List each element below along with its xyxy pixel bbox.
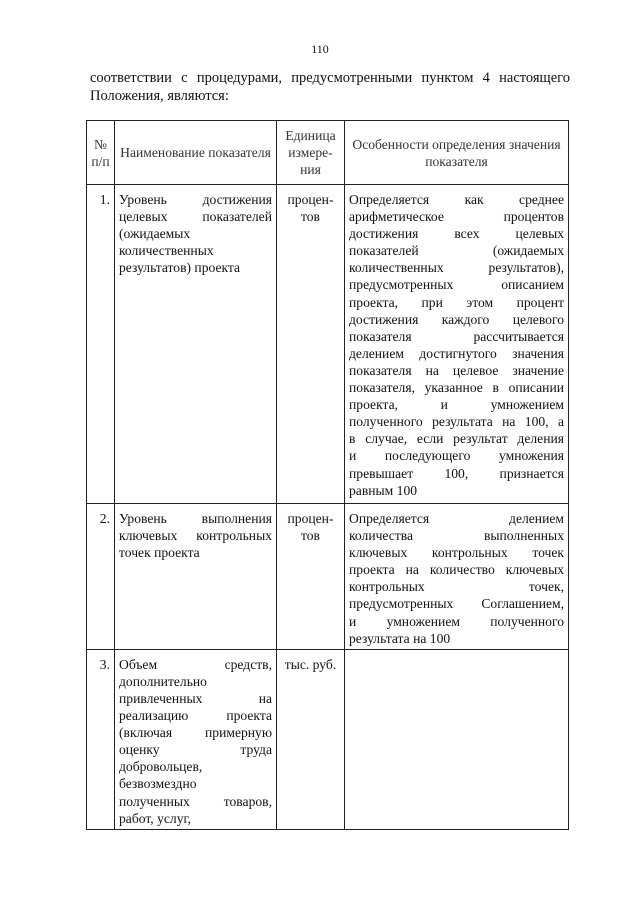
header-features: Особенности определения значения показателя [345,121,569,185]
indicator-name-line: точек проекта [119,545,200,561]
determination-features-line: Определяется как среднее [349,192,564,207]
determination-features-line: количества выполненных [349,528,564,544]
indicator-name [115,185,277,504]
header-name: Наименование показателя [115,121,277,185]
determination-features-line: ключевых контрольных точек [349,545,564,561]
determination-features [345,504,569,650]
indicator-name-line: (включая примерную [119,725,272,741]
determination-features-line: достижения всех целевых [349,226,564,242]
indicator-name-line: оценку труда [119,742,272,758]
indicator-name-line: полученных товаров, [119,793,272,809]
determination-features [345,649,569,829]
table-row [87,504,569,650]
indicator-name-line: Уровень достижения [119,192,272,207]
indicator-name-line: Уровень выполнения [119,511,272,526]
determination-features-line: и последующего умножения [349,448,564,464]
determination-features-line: проекта, и умножением [349,397,564,413]
determination-features-line: проекта, при этом процент [349,294,564,310]
unit-of-measure-line: тов [301,528,320,544]
table-header-row [87,121,569,185]
determination-features-line: контрольных точек, [349,579,564,595]
indicator-name-line: (ожидаемых [119,226,191,242]
unit-of-measure-line: процен- [287,511,334,526]
unit-of-measure [277,185,345,504]
indicator-name-line: безвозмездно [119,776,197,792]
indicator-name-line: ключевых контрольных [119,528,272,544]
row-number: 1. [87,185,115,504]
indicator-name-line: реализацию проекта [119,708,272,724]
indicator-name-line: работ, услуг, [119,810,191,826]
header-num: № п/п [87,121,115,185]
unit-of-measure-line: процен- [287,192,334,207]
determination-features-line: превышает 100, признается [349,465,564,481]
header-unit: Единица измере-ния [277,121,345,185]
indicator-name-line: результатов) проекта [119,260,241,276]
indicator-name [115,504,277,650]
determination-features-line: показателя на целевое значение [349,362,564,378]
indicator-name [115,649,277,829]
indicator-name-line: количественных [119,243,214,259]
unit-of-measure-line: тыс. руб. [284,656,337,672]
determination-features-line: показателя рассчитывается [349,328,564,344]
indicator-name-line: привлеченных на [119,690,272,706]
determination-features-line: результата на 100 [349,630,451,646]
determination-features-line: показателя, указанное в описании [349,380,564,396]
unit-of-measure-line: тов [301,209,320,225]
indicator-name-line: целевых показателей [119,209,272,225]
determination-features-line: предусмотренных описанием [349,277,564,293]
determination-features-line: количественных результатов), [349,260,564,276]
determination-features-line: показателей (ожидаемых [349,243,564,259]
table-row [87,185,569,504]
unit-of-measure [277,504,345,650]
row-number: 3. [87,649,115,829]
determination-features [345,185,569,504]
determination-features-line: арифметическое процентов [349,209,564,225]
determination-features-line: проекта на количество ключевых [349,562,564,578]
indicator-name-line: дополнительно [119,673,207,689]
indicator-name-line: добровольцев, [119,759,203,775]
determination-features-line: делением достигнутого значения [349,345,564,361]
determination-features-line: предусмотренных Соглашением, [349,596,564,612]
row-number: 2. [87,504,115,650]
determination-features-line: в случае, если результат деления [349,431,564,447]
determination-features-line: достижения каждого целевого [349,311,564,327]
intro-paragraph: соответствии с процедурами, предусмотренными пунктом 4 настоящего Положения, являются: [90,70,570,104]
determination-features-line: равным 100 [349,482,418,498]
determination-features-line: Определяется делением [349,511,564,526]
indicator-name-line: Объем средств, [119,656,272,672]
table-row [87,649,569,829]
determination-features-line: полученного результата на 100, а [349,414,564,430]
determination-features-line: и умножением полученного [349,613,564,629]
page-number: 110 [311,42,329,56]
indicators-table [86,120,569,830]
unit-of-measure [277,649,345,829]
